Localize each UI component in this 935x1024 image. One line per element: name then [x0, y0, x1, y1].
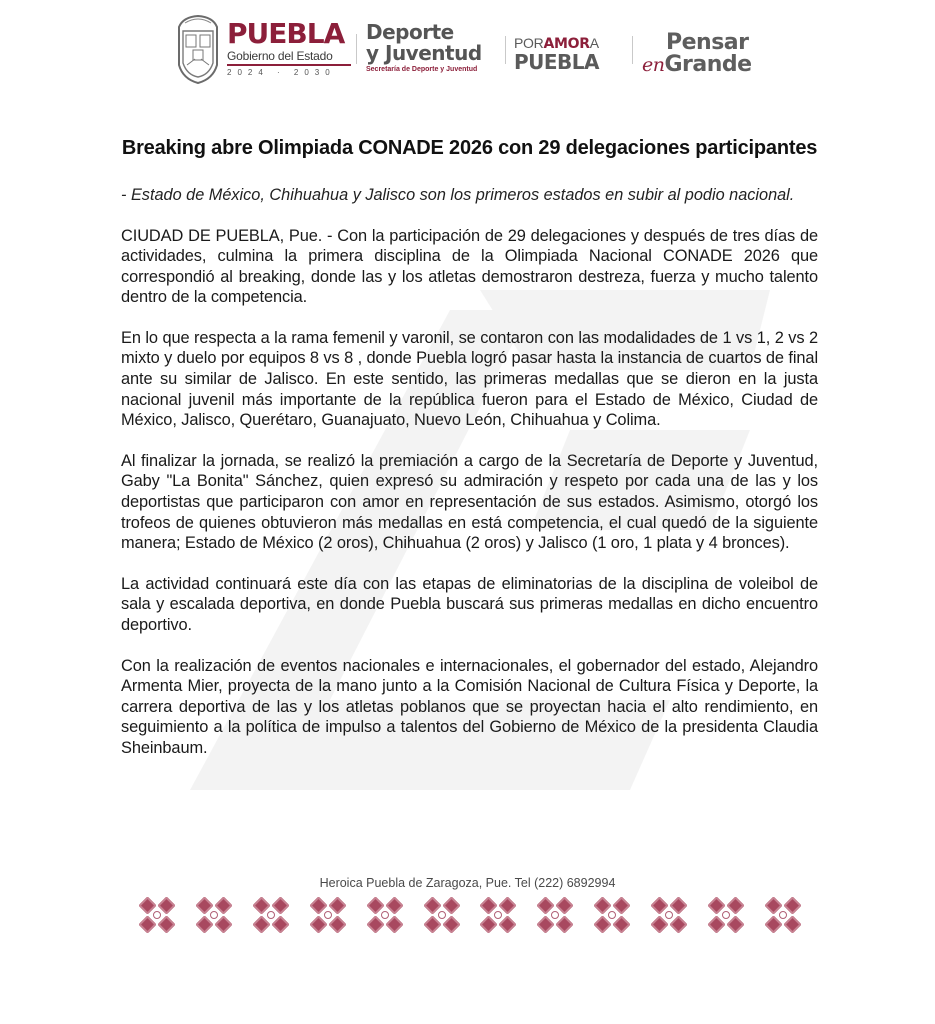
pattern-motif-icon [764, 896, 802, 934]
pattern-motif-icon [138, 896, 176, 934]
deporte-wordmark: Deporte [366, 20, 454, 44]
a-label: A [589, 35, 599, 51]
logo-divider [632, 36, 633, 64]
body-paragraph: Al finalizar la jornada, se realizó la premiación a cargo de la Secretaría de Deporte y Juventud, Gaby "La Bonita" Sánchez, quien expresó su admiración y respeto por cada una de las y los deportistas que participaron con amor en representación de sus estados. Asimismo, otorgó los trofeos de quienes obtuvieron más medallas en está competencia, el cual quedó de la siguiente manera; Estado de México (2 oros), Chihuahua (2 oros) y Jalisco (1 oro, 1 plata y 4 bronces). [121, 451, 818, 553]
administration-years: 2024 · 2030 [227, 68, 336, 77]
state-coat-of-arms-icon [173, 13, 223, 85]
deporte-juventud-logo [366, 22, 482, 73]
pattern-motif-icon [366, 896, 404, 934]
pensar-en-grande-logo [642, 32, 772, 76]
body-paragraph: La actividad continuará este día con las etapas de eliminatorias de la disciplina de voleibol de sala y escalada deportiva, en donde Puebla buscará sus primeras medallas en dicho encuentro deportivo. [121, 574, 818, 634]
gobierno-del-estado-label: Gobierno del Estado [227, 49, 351, 66]
press-release [121, 136, 818, 779]
logo-divider [356, 34, 357, 64]
grande-wordmark: Grande [664, 52, 752, 77]
decorative-footer-pattern [138, 896, 802, 934]
body-paragraph: CIUDAD DE PUEBLA, Pue. - Con la participación de 29 delegaciones y después de tres días de actividades, culmina la primera disciplina de la Olimpiada Nacional CONADE 2026 que correspondió al breaking, donde las y los atletas demostraron destreza, fuerza y mucho talento dentro de la competencia. [121, 226, 818, 307]
juventud-wordmark: y Juventud [366, 41, 482, 65]
pattern-motif-icon [479, 896, 517, 934]
pattern-motif-icon [536, 896, 574, 934]
body-paragraph: En lo que respecta a la rama femenil y varonil, se contaron con las modalidades de 1 vs 1, 2 vs 2 mixto y duelo por equipos 8 vs 8 , donde Puebla logró pasar hasta la instancia de cuartos de final ante su similar de Jalisco. En este sentido, las primeras medallas que se dieron en la justa nacional juvenil más importante de la república fueron para el Estado de México, Ciudad de México, Jalisco, Querétaro, Guanajuato, Nuevo León, Chihuahua y Colima. [121, 328, 818, 430]
body-paragraph: Con la realización de eventos nacionales e internacionales, el gobernador del estado, Alejandro Armenta Mier, proyecta de la mano junto a la Comisión Nacional de Cultura Física y Deporte, la carrera deportiva de las y los atletas poblanos que se proyectan hacia el alto rendimiento, en seguimiento a la política de impulso a talentos del Gobierno de México de la presidenta Claudia Sheinbaum. [121, 656, 818, 757]
pattern-motif-icon [309, 896, 347, 934]
pattern-motif-icon [707, 896, 745, 934]
pattern-motif-icon [650, 896, 688, 934]
puebla-government-logo [227, 17, 351, 77]
pattern-motif-icon [252, 896, 290, 934]
pattern-motif-icon [593, 896, 631, 934]
secretaria-label: Secretaría de Deporte y Juventud [366, 66, 478, 73]
en-script: en [642, 54, 665, 76]
por-amor-a-puebla-logo [514, 36, 599, 72]
pensar-wordmark: Pensar [666, 30, 749, 55]
amor-label: AMOR [543, 36, 590, 52]
pattern-motif-icon [423, 896, 461, 934]
press-release-summary: - Estado de México, Chihuahua y Jalisco son los primeros estados en subir al podio nacional. [121, 186, 795, 204]
amor-puebla-wordmark: PUEBLA [514, 50, 600, 74]
letterhead [0, 8, 935, 88]
pattern-motif-icon [195, 896, 233, 934]
footer-address: Heroica Puebla de Zaragoza, Pue. Tel (222) 6892994 [319, 876, 616, 890]
logo-divider [505, 36, 506, 64]
por-label: POR [514, 35, 544, 51]
puebla-wordmark: PUEBLA [227, 17, 345, 50]
press-release-title: Breaking abre Olimpiada CONADE 2026 con 29 delegaciones participantes [121, 137, 818, 159]
